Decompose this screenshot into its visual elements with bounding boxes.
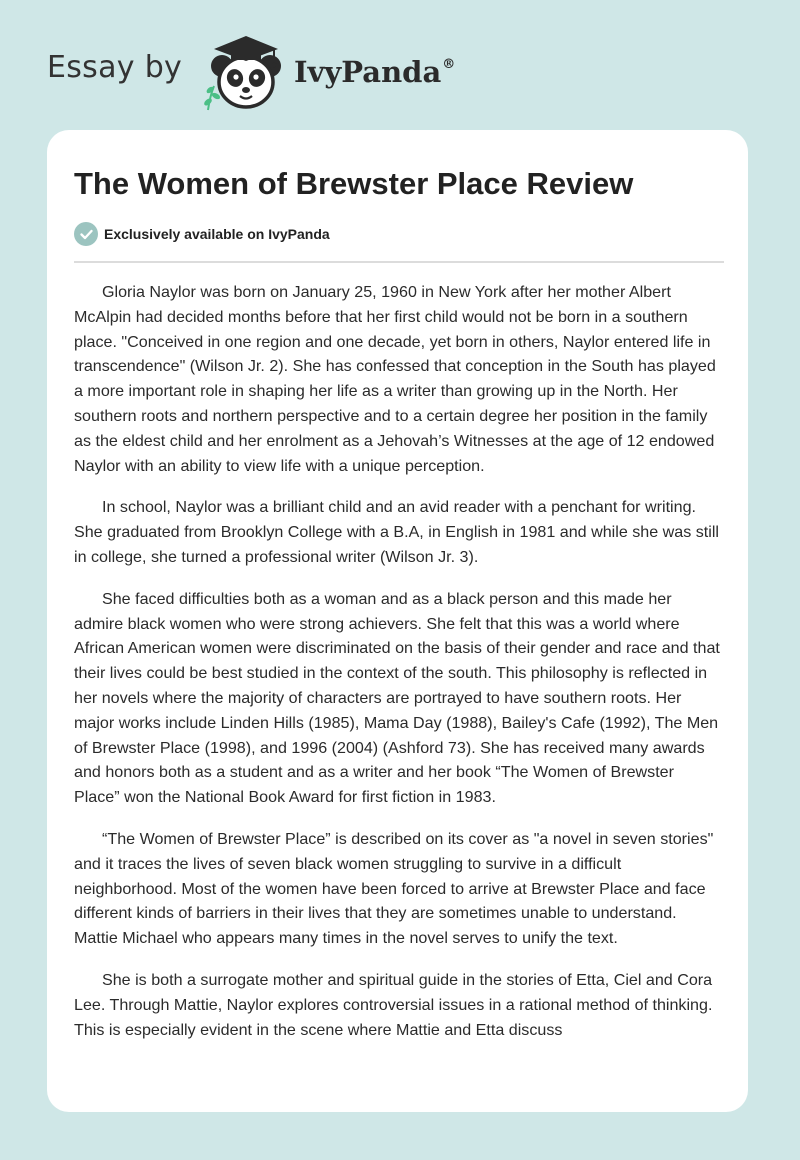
registered-mark: ® bbox=[442, 57, 456, 72]
exclusive-badge bbox=[74, 222, 330, 246]
panda-graduate-icon[interactable] bbox=[200, 30, 292, 112]
paragraph: She is both a surrogate mother and spiritual guide in the stories of Etta, Ciel and Cora Lee. Through Mattie, Naylor explores controversial issues in a rational method of thinking. This is especially evident in the scene where Mattie and Etta discuss bbox=[74, 970, 713, 1039]
divider bbox=[74, 261, 724, 263]
brand-name[interactable] bbox=[294, 55, 455, 89]
article-body bbox=[74, 280, 724, 1059]
paragraph: In school, Naylor was a brilliant child and an avid reader with a penchant for writing. She graduated from Brooklyn College with a B.A, in English in 1981 and while she was still in college, she turned a professional writer (Wilson Jr. 3). bbox=[74, 498, 719, 566]
paragraph: Gloria Naylor was born on January 25, 1960 in New York after her mother Albert McAlpin had decided months before that her first child would not be born in a southern place. "Conceived in one region and one decade, yet born in others, Naylor entered life in transcendence" (Wilson Jr. 2). She has confessed that conception in the South has played a more important role in shaping her life as a writer than growing up in the North. Her southern roots and northern perspective and to a certain degree her position in the family as the eldest child and her enrolment as a Jehovah’s Witnesses at the age of 12 endowed Naylor with an ability to view life with a unique perception. bbox=[74, 283, 716, 475]
essay-by-label: Essay by bbox=[47, 50, 183, 85]
site-header bbox=[0, 0, 800, 130]
check-circle-icon bbox=[74, 222, 98, 246]
page-title: The Women of Brewster Place Review bbox=[74, 166, 634, 201]
paragraph: “The Women of Brewster Place” is described on its cover as "a novel in seven stories" and it traces the lives of seven black women struggling to survive in a difficult neighborhood. Most of the women have been forced to arrive at Brewster Place and face different kinds of barriers in their lives that they are sometimes unable to understand. Mattie Michael who appears many times in the novel serves to unify the text. bbox=[74, 829, 714, 948]
paragraph: She faced difficulties both as a woman and as a black person and this made her admire black women who were strong achievers. She felt that this was a world where African American women were discriminated on the basis of their gender and race and that their lives could be best studied in the context of the south. This philosophy is reflected in her novels where the majority of characters are portrayed to have southern roots. Her major works include Linden Hills (1985), Mama Day (1988), Bailey's Cafe (1992), The Men of Brewster Place (1998), and 1996 (2004) (Ashford 73). She has received many awards and honors both as a student and as a writer and her book “The Women of Brewster Place” won the National Book Award for first fiction in 1983. bbox=[74, 589, 720, 807]
exclusive-label: Exclusively available on IvyPanda bbox=[104, 226, 330, 242]
essay-card bbox=[47, 130, 748, 1112]
brand-text: IvyPanda bbox=[294, 55, 442, 89]
